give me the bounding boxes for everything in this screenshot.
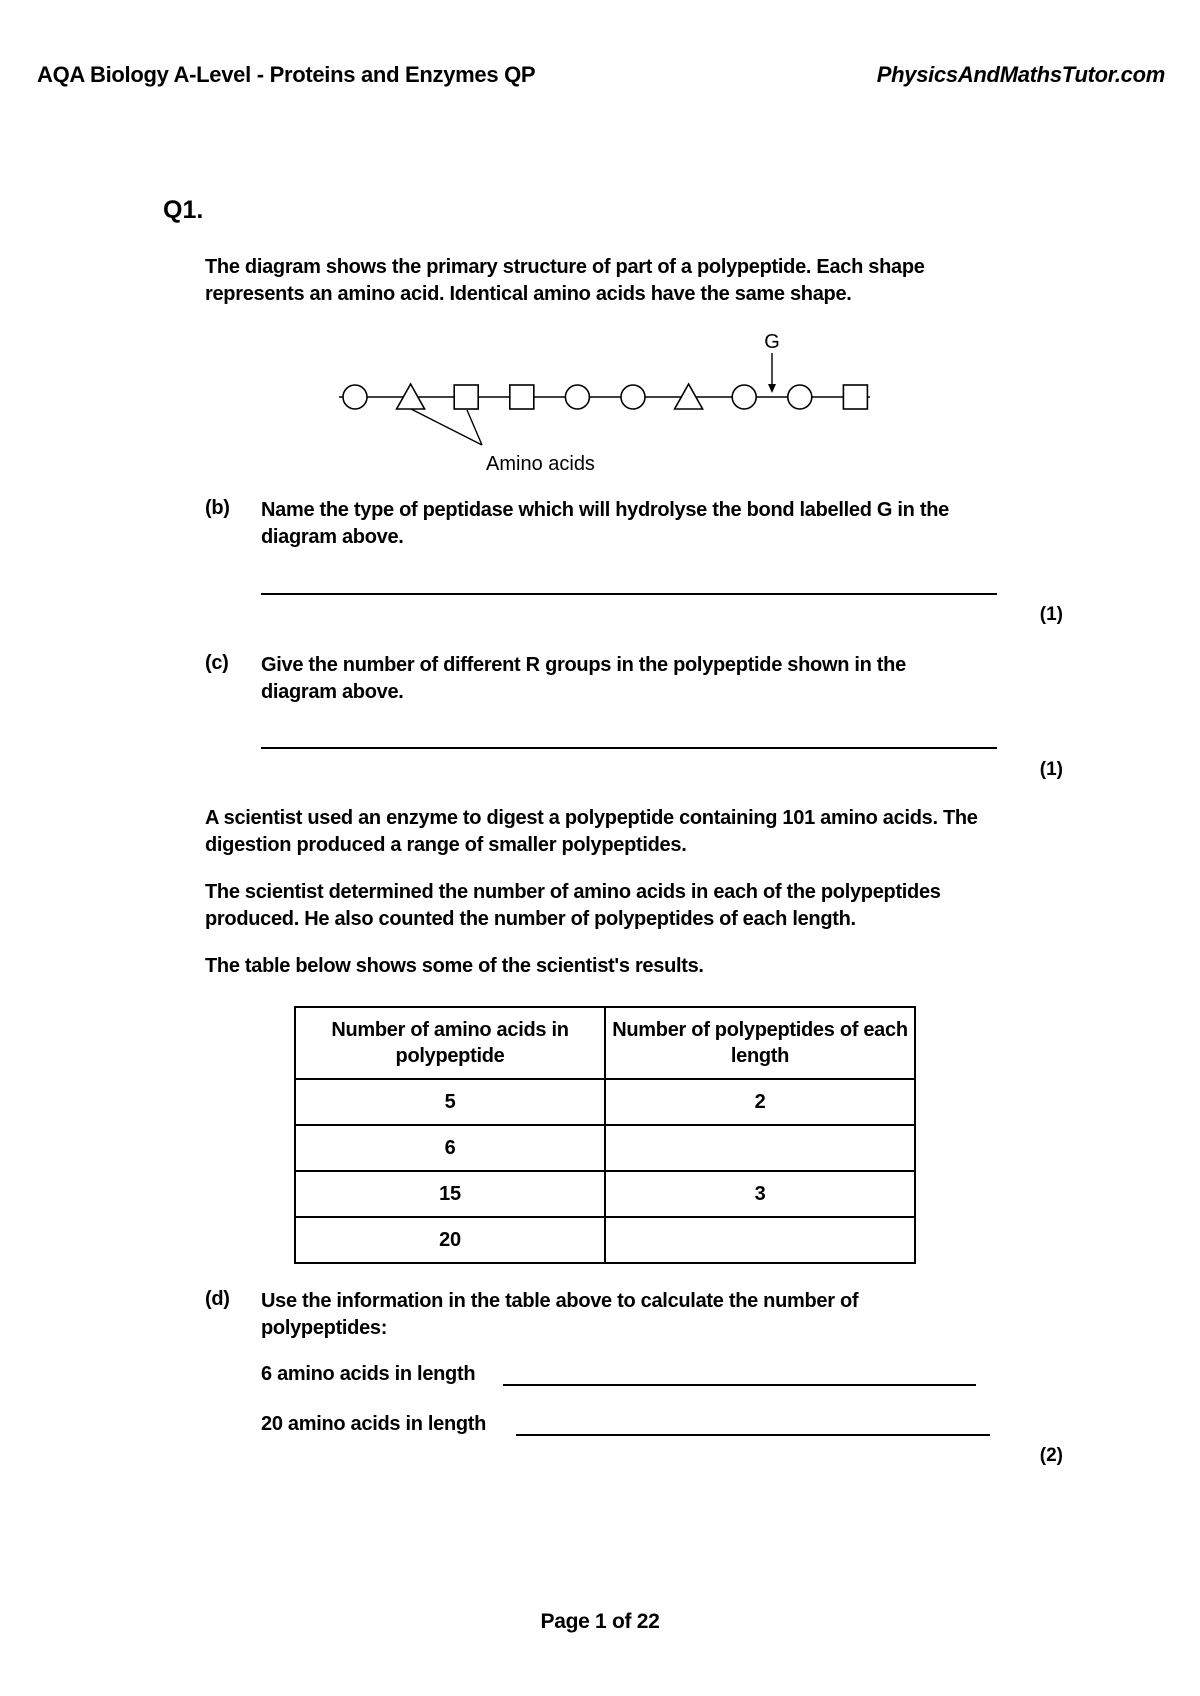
table-header-polypeptides: Number of polypeptides of each length <box>605 1007 915 1079</box>
table-cell: 2 <box>605 1079 915 1125</box>
table-row <box>295 1079 915 1125</box>
table-cell <box>605 1217 915 1263</box>
r-groups-term: R <box>525 654 540 676</box>
site-name: PhysicsAndMathsTutor.com <box>876 62 1165 87</box>
table-cell: 20 <box>295 1217 605 1263</box>
amino-acid-circle <box>732 385 756 409</box>
amino-acid-square <box>454 385 478 409</box>
table-row <box>295 1125 915 1171</box>
bond-g-term: G <box>876 499 893 521</box>
page-number: Page 1 of 22 <box>540 1610 660 1633</box>
part-c-answer-line[interactable] <box>261 747 997 749</box>
table-cell: 3 <box>605 1171 915 1217</box>
table-cell <box>605 1125 915 1171</box>
context-paragraph-1: A scientist used an enzyme to digest a polypeptide containing 101 amino acids. The digestion produced a range of smaller polypeptides. <box>205 807 978 856</box>
table-row <box>295 1217 915 1263</box>
amino-acid-pointer-2 <box>467 410 482 445</box>
part-c-marks: (1) <box>1039 759 1063 780</box>
part-b-label: (b) <box>205 497 230 519</box>
question-number: Q1. <box>163 196 204 224</box>
table-header-amino-acids: Number of amino acids in polypeptide <box>295 1007 605 1079</box>
context-paragraph-2: The scientist determined the number of amino acids in each of the polypeptides produced. He also counted the number of polypeptides of each length. <box>205 881 941 930</box>
amino-acid-circle <box>565 385 589 409</box>
amino-acid-square <box>510 385 534 409</box>
bond-g-label: G <box>764 331 780 353</box>
results-table <box>294 1006 916 1264</box>
part-d-line1-label: 6 amino acids in length <box>261 1363 476 1385</box>
context-paragraph-3: The table below shows some of the scientist's results. <box>205 955 704 977</box>
part-d-text: Use the information in the table above to calculate the number of polypeptides: <box>261 1290 859 1339</box>
part-b-marks: (1) <box>1039 604 1063 625</box>
table-cell: 15 <box>295 1171 605 1217</box>
polypeptide-diagram <box>0 0 1200 500</box>
part-d-answer-line-2[interactable] <box>516 1434 990 1436</box>
amino-acids-label: Amino acids <box>486 453 595 475</box>
part-d-line2-label: 20 amino acids in length <box>261 1413 487 1435</box>
amino-acid-pointer-1 <box>411 409 482 445</box>
part-b-text: Name the type of peptidase which will hydrolyse the bond labelled G in the diagram above. <box>261 499 949 548</box>
table-cell: 5 <box>295 1079 605 1125</box>
table-row <box>295 1171 915 1217</box>
amino-acid-square <box>843 385 867 409</box>
part-c-text: Give the number of different R groups in the polypeptide shown in the diagram above. <box>261 654 906 703</box>
question-intro: The diagram shows the primary structure of part of a polypeptide. Each shape represents an amino acid. Identical amino acids have the same shape. <box>205 256 925 305</box>
part-d-answer-line-1[interactable] <box>503 1384 976 1386</box>
bond-g-arrowhead <box>768 384 776 393</box>
document-header-title: AQA Biology A-Level - Proteins and Enzymes QP <box>37 62 536 87</box>
part-d-label: (d) <box>205 1288 230 1310</box>
amino-acid-circle <box>343 385 367 409</box>
amino-acid-circle <box>788 385 812 409</box>
part-d-marks: (2) <box>1039 1445 1063 1466</box>
part-b-answer-line[interactable] <box>261 593 997 595</box>
table-cell: 6 <box>295 1125 605 1171</box>
amino-acid-circle <box>621 385 645 409</box>
part-c-label: (c) <box>205 652 229 674</box>
